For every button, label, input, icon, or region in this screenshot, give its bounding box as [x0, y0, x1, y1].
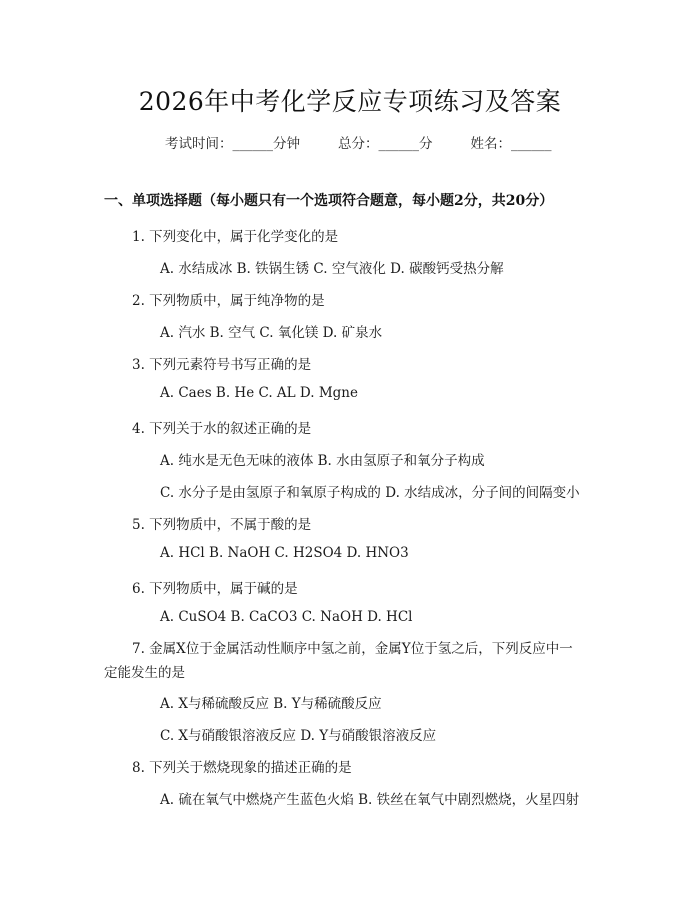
question-2: 2. 下列物质中，属于纯净物的是 — [132, 293, 325, 309]
question-7-options-ab: A. X与稀硫酸反应 B. Y与稀硫酸反应 — [160, 696, 382, 712]
question-7: 7. 金属X位于金属活动性顺序中氢之前，金属Y位于氢之后，下列反应中一 — [132, 641, 573, 657]
question-4: 4. 下列关于水的叙述正确的是 — [132, 421, 312, 437]
question-7-continued: 定能发生的是 — [104, 665, 185, 681]
question-8: 8. 下列关于燃烧现象的描述正确的是 — [132, 760, 352, 776]
total-score-field: 总分：______分 — [338, 136, 433, 152]
question-7-options-cd: C. X与硝酸银溶液反应 D. Y与硝酸银溶液反应 — [160, 728, 437, 744]
question-1-options: A. 水结成冰 B. 铁锅生锈 C. 空气液化 D. 碳酸钙受热分解 — [160, 261, 504, 277]
page-title: 2026年中考化学反应专项练习及答案 — [138, 87, 562, 116]
question-3: 3. 下列元素符号书写正确的是 — [132, 357, 312, 373]
exam-time-field: 考试时间：______分钟 — [165, 136, 300, 152]
question-4-options-cd: C. 水分子是由氢原子和氧原子构成的 D. 水结成冰，分子间的间隔变小 — [160, 485, 580, 501]
section-heading-single-choice: 一、单项选择题（每小题只有一个选项符合题意，每小题2分，共20分） — [104, 193, 554, 209]
question-3-options: A. Caes B. He C. AL D. Mgne — [160, 385, 358, 401]
question-8-options-ab: A. 硫在氧气中燃烧产生蓝色火焰 B. 铁丝在氧气中剧烈燃烧，火星四射 — [160, 792, 580, 808]
question-1: 1. 下列变化中，属于化学变化的是 — [132, 229, 339, 245]
question-4-options-ab: A. 纯水是无色无味的液体 B. 水由氢原子和氧分子构成 — [160, 453, 485, 469]
question-5: 5. 下列物质中，不属于酸的是 — [132, 517, 312, 533]
student-name-field: 姓名：______ — [470, 136, 552, 152]
question-2-options: A. 汽水 B. 空气 C. 氧化镁 D. 矿泉水 — [160, 325, 383, 341]
question-6: 6. 下列物质中，属于碱的是 — [132, 581, 298, 597]
question-6-options: A. CuSO4 B. CaCO3 C. NaOH D. HCl — [160, 609, 413, 625]
exam-meta — [165, 132, 552, 152]
question-5-options: A. HCl B. NaOH C. H2SO4 D. HNO3 — [160, 545, 409, 561]
